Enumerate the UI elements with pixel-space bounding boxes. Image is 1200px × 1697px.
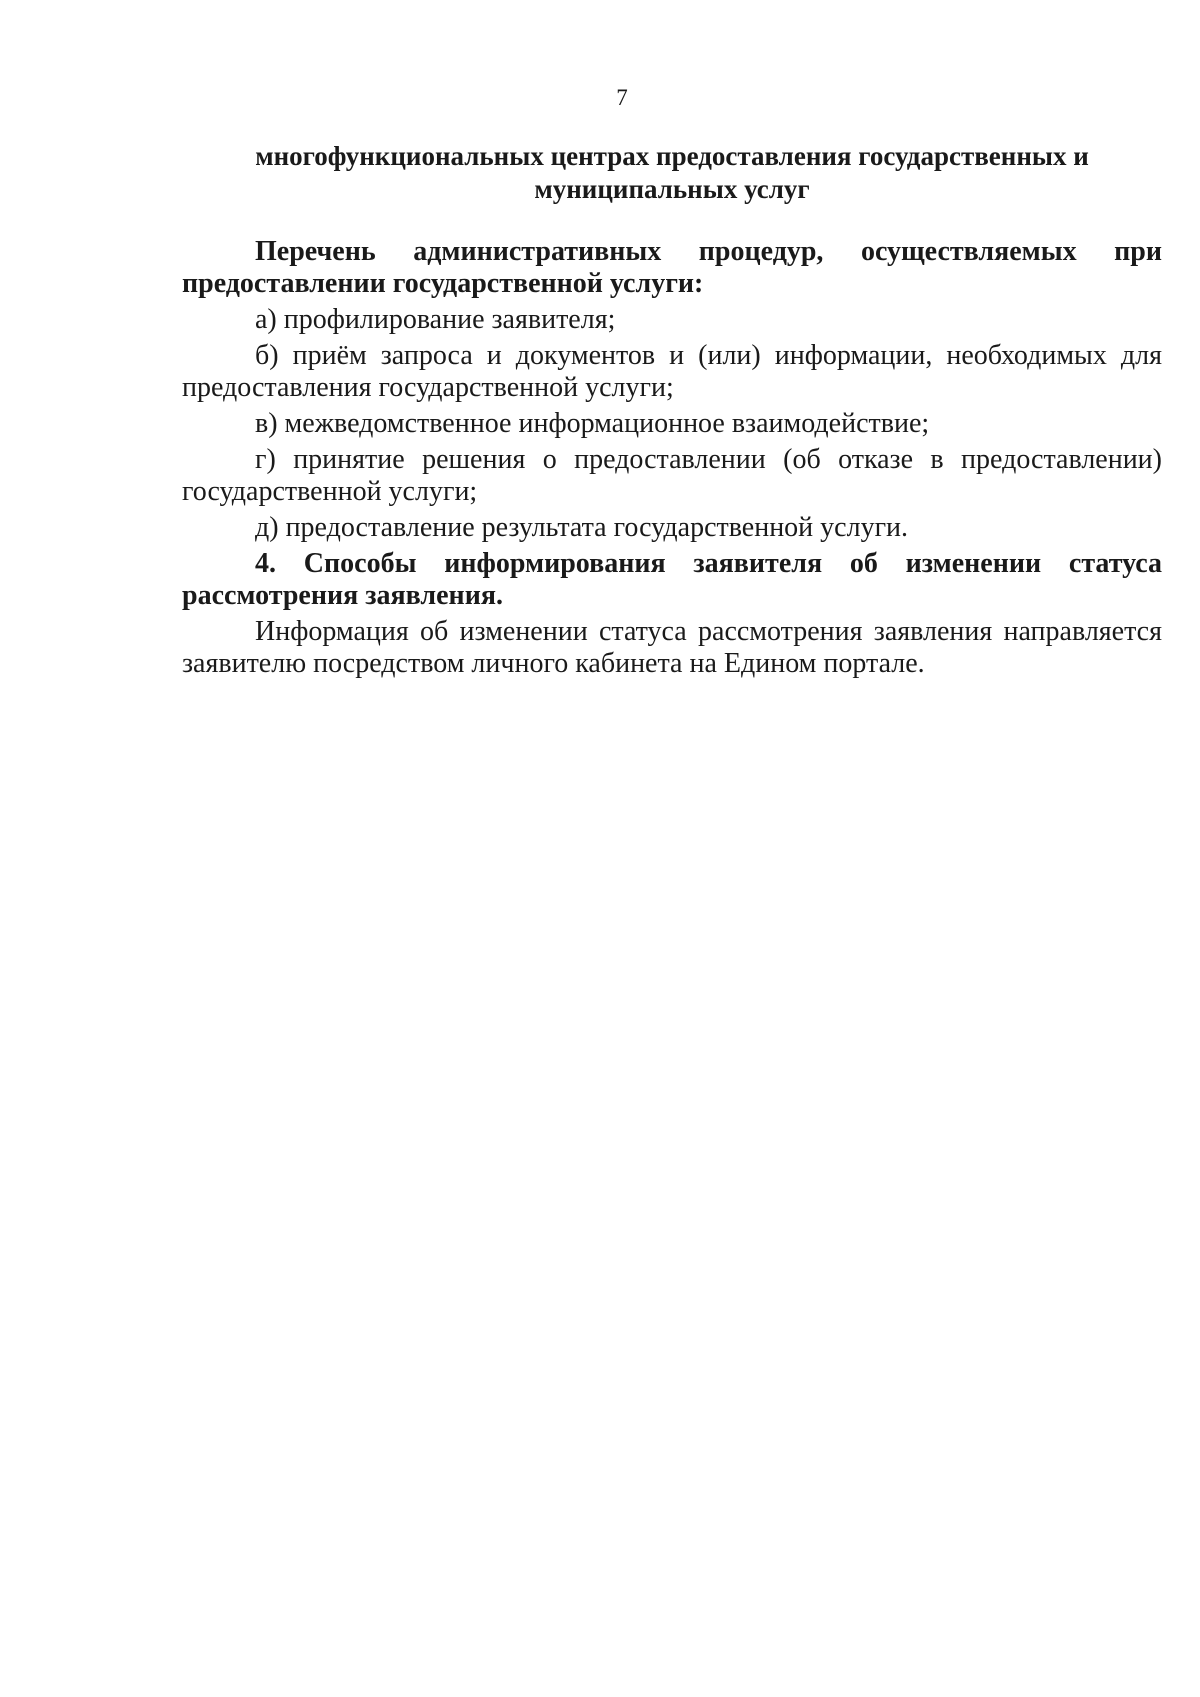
section-4-text: Информация об изменении статуса рассмотрения заявления направляется заявителю посредством личного кабинета на Едином портале. <box>182 616 1162 679</box>
procedures-title: Перечень административных процедур, осуществляемых при предоставлении государственной услуги: <box>182 236 1162 299</box>
section-heading <box>182 140 1162 206</box>
section-heading-line-1: многофункциональных центрах предоставления государственных и <box>255 141 1089 171</box>
page-number: 7 <box>616 85 628 110</box>
procedure-item-v: в) межведомственное информационное взаимодействие; <box>255 408 930 439</box>
procedure-item-d: д) предоставление результата государственной услуги. <box>255 512 909 543</box>
section-4-title: 4. Способы информирования заявителя об изменении статуса рассмотрения заявления. <box>182 548 1162 611</box>
document-body <box>182 140 1162 684</box>
procedure-item-b: б) приём запроса и документов и (или) информации, необходимых для предоставления государственной услуги; <box>182 340 1162 403</box>
procedure-item-a: а) профилирование заявителя; <box>255 304 616 335</box>
section-heading-line-2: муниципальных услуг <box>534 174 810 204</box>
procedure-item-g: г) принятие решения о предоставлении (об отказе в предоставлении) государственной услуги; <box>182 444 1162 507</box>
